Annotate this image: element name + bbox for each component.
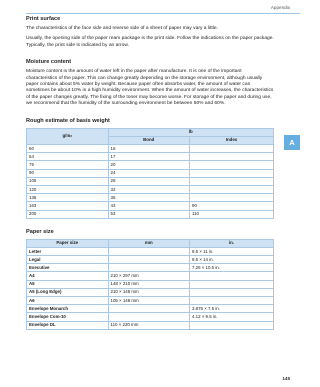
table-cell: 28 <box>108 177 190 185</box>
table-cell: 17 <box>108 153 190 161</box>
table-cell: Legal <box>27 256 109 264</box>
table-cell <box>190 321 274 329</box>
table-cell: 20 <box>108 161 190 169</box>
table-cell <box>108 305 190 313</box>
table-row <box>27 145 274 153</box>
table-cell <box>108 256 190 264</box>
table-cell: Envelope Com-10 <box>27 313 109 321</box>
table-cell <box>108 247 190 255</box>
table-cell <box>190 153 274 161</box>
table-row <box>27 161 274 169</box>
table-row <box>27 210 274 218</box>
table-cell <box>108 264 190 272</box>
header-section-label: Appendix <box>270 5 290 10</box>
print-surface-paragraph-2: Usually, the opening side of the paper ream package is the print side. Follow the indications on the paper package. Typically, the print side is indicated by an arrow. <box>26 36 274 48</box>
table-cell: Envelope DL <box>27 321 109 329</box>
table-cell: A5 (Long Edge) <box>27 288 109 296</box>
table-cell: 7.25 × 10.5 in. <box>190 264 274 272</box>
table-cell: Envelope Monarch <box>27 305 109 313</box>
table-cell: 32 <box>108 185 190 193</box>
table-row <box>27 247 274 255</box>
table-cell: 53 <box>108 210 190 218</box>
basis-weight-heading: Rough estimate of basis weight <box>26 117 110 124</box>
paper-size-table <box>26 239 274 330</box>
table-cell <box>190 288 274 296</box>
table-cell: 3.875 × 7.5 in. <box>190 305 274 313</box>
table-row <box>27 256 274 264</box>
table-cell: 8.5 × 11 in. <box>190 247 274 255</box>
table-row <box>27 313 274 321</box>
table-row <box>27 202 274 210</box>
table-cell: 90 <box>190 202 274 210</box>
table-cell: 4.12 × 9.5 in. <box>190 313 274 321</box>
table-cell <box>190 169 274 177</box>
table-cell: 8.5 × 14 in. <box>190 256 274 264</box>
table-row <box>27 297 274 305</box>
table-cell: 210 × 148 mm <box>108 288 190 296</box>
table-cell: 200 <box>27 210 109 218</box>
table-cell: 210 × 297 mm <box>108 272 190 280</box>
table-row <box>27 305 274 313</box>
table-cell: 36 <box>108 194 190 202</box>
table-cell: 148 × 210 mm <box>108 280 190 288</box>
table-row <box>27 194 274 202</box>
print-surface-heading: Print surface <box>26 16 61 22</box>
table-row <box>27 288 274 296</box>
table-cell: 120 <box>27 185 109 193</box>
table-row <box>27 185 274 193</box>
table-cell <box>190 272 274 280</box>
table-row <box>27 272 274 280</box>
table-row <box>27 153 274 161</box>
print-surface-paragraph-1: The characteristics of the face side and reverse side of a sheet of paper may vary a little. <box>26 26 218 31</box>
header-bond: Bond <box>108 136 190 144</box>
page-content <box>26 16 274 330</box>
table-cell <box>190 185 274 193</box>
table-cell: 110 <box>190 210 274 218</box>
paper-size-heading: Paper size <box>26 228 54 235</box>
table-cell <box>190 194 274 202</box>
table-cell: 163 <box>27 202 109 210</box>
moisture-paragraph: Moisture content is the amount of water left in the paper after manufacture. It is one of the important characteristics of the paper. This can change greatly depending on the storage environment, although usually paper contains about 5% water by weight. Because paper often absorbs water, the amount of water can sometimes be about 10% in a high humidity environment. When the amount of water increases, the characteristics of the paper changes greatly. The fixing of the toner may become worse. For storage of the paper and during use, we recommend that the humidity of the surrounding environment be between 50% and 60%. <box>26 69 274 107</box>
table-cell: Letter <box>27 247 109 255</box>
table-cell: 135 <box>27 194 109 202</box>
appendix-side-tab: A <box>284 135 300 150</box>
table-cell <box>108 313 190 321</box>
table-cell: A5 <box>27 280 109 288</box>
table-cell <box>190 177 274 185</box>
header-in: in. <box>190 239 274 247</box>
header-mm: mm <box>108 239 190 247</box>
header-lb: lb <box>108 128 274 136</box>
table-cell: Executive <box>27 264 109 272</box>
table-cell: 16 <box>108 145 190 153</box>
table-cell: 105 <box>27 177 109 185</box>
table-cell: 24 <box>108 169 190 177</box>
table-cell <box>190 280 274 288</box>
header-paper-size: Paper size <box>27 239 109 247</box>
header-divider <box>26 13 300 14</box>
table-cell: 64 <box>27 153 109 161</box>
table-cell: 60 <box>27 145 109 153</box>
table-row <box>27 169 274 177</box>
header-gm2: $g/m^2$ <box>27 128 109 144</box>
table-row <box>27 280 274 288</box>
table-row <box>27 321 274 329</box>
page-number: 145 <box>282 376 290 381</box>
table-cell <box>190 145 274 153</box>
table-cell: 43 <box>108 202 190 210</box>
table-cell: 105 × 148 mm <box>108 297 190 305</box>
table-cell: 90 <box>27 169 109 177</box>
table-cell <box>190 297 274 305</box>
basis-weight-table <box>26 128 274 219</box>
table-cell: A6 <box>27 297 109 305</box>
table-row <box>27 177 274 185</box>
table-cell: 110 × 220 mm <box>108 321 190 329</box>
header-index: Index <box>190 136 274 144</box>
table-cell <box>190 161 274 169</box>
table-row <box>27 264 274 272</box>
table-cell: 75 <box>27 161 109 169</box>
table-cell: A4 <box>27 272 109 280</box>
moisture-heading: Moisture content <box>26 59 72 66</box>
